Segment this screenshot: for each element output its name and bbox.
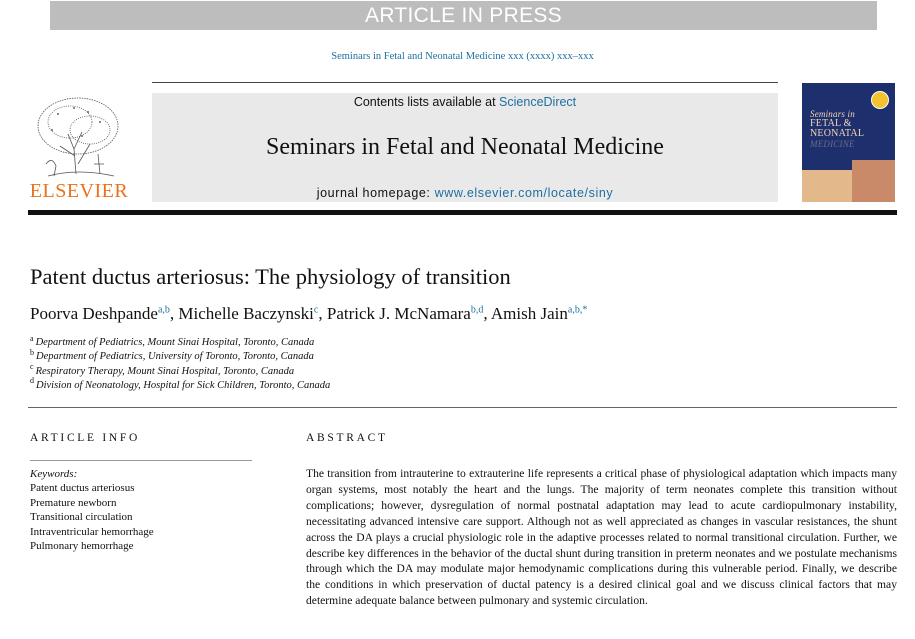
author-name: Patrick J. McNamara [326,304,471,323]
affiliation-text: Department of Pediatrics, University of Toronto, Toronto, Canada [36,351,314,363]
abstract-body: The transition from intrauterine to extrauterine life represents a critical phase of physiological adaptation which impacts many organ systems, most notably the heart and the lungs. The majority of term neonates complete this transition without complications; however, dysregulation of normal postnatal adaptation may lead to acute cardiopulmonary instability, necessitating advanced intensive care support. Although not as well appreciated as changes in vascular resistances, the shunt across the DA plays a crucial physiologic role in the adaptive processes related to normal transitional circulation. Further, we describe key differences in the behavior of the ductal shunt during transition in preterm neonates and we postulate mechanisms through which the DA may modulate major hemodynamic complications during this vulnerable period. Finally, we describe the conditions in which preservation of ductal patency is a desired clinical goal and we discuss clinical factors that may determine adequate balance between pulmonary and systemic circulation. [306,467,897,608]
article-title: Patent ductus arteriosus: The physiology of transition [30,264,511,289]
cover-line-2: FETAL & NEONATAL [810,118,865,139]
author-affiliation-link[interactable]: a,b,* [567,304,588,316]
affiliation-item [30,333,330,350]
affiliation-text: Division of Neonatology, Hospital for Sick Children, Toronto, Canada [36,379,331,391]
article-in-press-banner: ARTICLE IN PRESS [50,1,877,30]
article-info-heading: ARTICLE INFO [30,432,140,444]
author-affiliation-link[interactable]: c [313,304,319,316]
sciencedirect-link[interactable]: ScienceDirect [499,95,577,109]
author-separator: , [318,304,327,323]
author-name: Amish Jain [490,304,568,323]
journal-homepage-line [152,186,778,200]
keyword-item: Intraventricular hemorrhage [30,525,154,538]
abstract-heading: ABSTRACT [306,432,388,444]
journal-title: Seminars in Fetal and Neonatal Medicine [266,134,664,160]
affiliation-item [30,376,331,393]
keyword-item: Transitional circulation [30,511,133,524]
affiliation-label: a [30,333,34,343]
keyword-item: Premature newborn [30,496,117,509]
affiliation-text: Respiratory Therapy, Mount Sinai Hospital, Toronto, Canada [35,365,295,377]
header-thick-divider [28,210,897,215]
keyword-item: Patent ductus arteriosus [30,482,135,495]
keyword-item: Pulmonary hemorrhage [30,540,134,553]
author-affiliation-link[interactable]: b,d [470,304,484,316]
section-divider [28,407,897,408]
journal-info-box [152,93,778,202]
homepage-prefix: journal homepage: [316,186,435,200]
journal-reference-link[interactable]: Seminars in Fetal and Neonatal Medicine xxx (xxxx) xxx–xxx [331,51,594,62]
author-name: Poorva Deshpande [30,304,158,323]
cover-line-3: MEDICINE [810,139,855,149]
affiliation-list [30,333,331,393]
elsevier-wordmark: ELSEVIER [29,180,129,202]
header-divider [152,82,778,83]
affiliation-label: b [30,347,34,357]
cover-badge-icon [871,91,889,109]
journal-cover-image [802,83,895,202]
affiliation-label: d [30,376,34,386]
article-info-divider [30,460,252,461]
author-list [30,304,587,324]
contents-available-line [152,95,778,109]
cover-title [810,109,892,149]
author-separator: , [483,304,491,323]
cover-line-1: Seminars in [810,109,855,119]
affiliation-item [30,347,330,364]
author-separator: , [169,304,179,323]
homepage-link[interactable]: www.elsevier.com/locate/siny [434,186,614,200]
affiliation-text: Department of Pediatrics, Mount Sinai Hospital, Toronto, Canada [35,337,315,348]
contents-prefix: Contents lists available at [353,95,500,109]
affiliation-item [30,362,330,379]
affiliation-label: c [30,362,34,372]
cover-photo-accent [852,160,895,202]
author-name: Michelle Baczynski [178,304,314,323]
keywords-label: Keywords: [30,468,78,480]
author-affiliation-link[interactable]: a,b [157,304,170,316]
keywords-list [30,467,154,553]
